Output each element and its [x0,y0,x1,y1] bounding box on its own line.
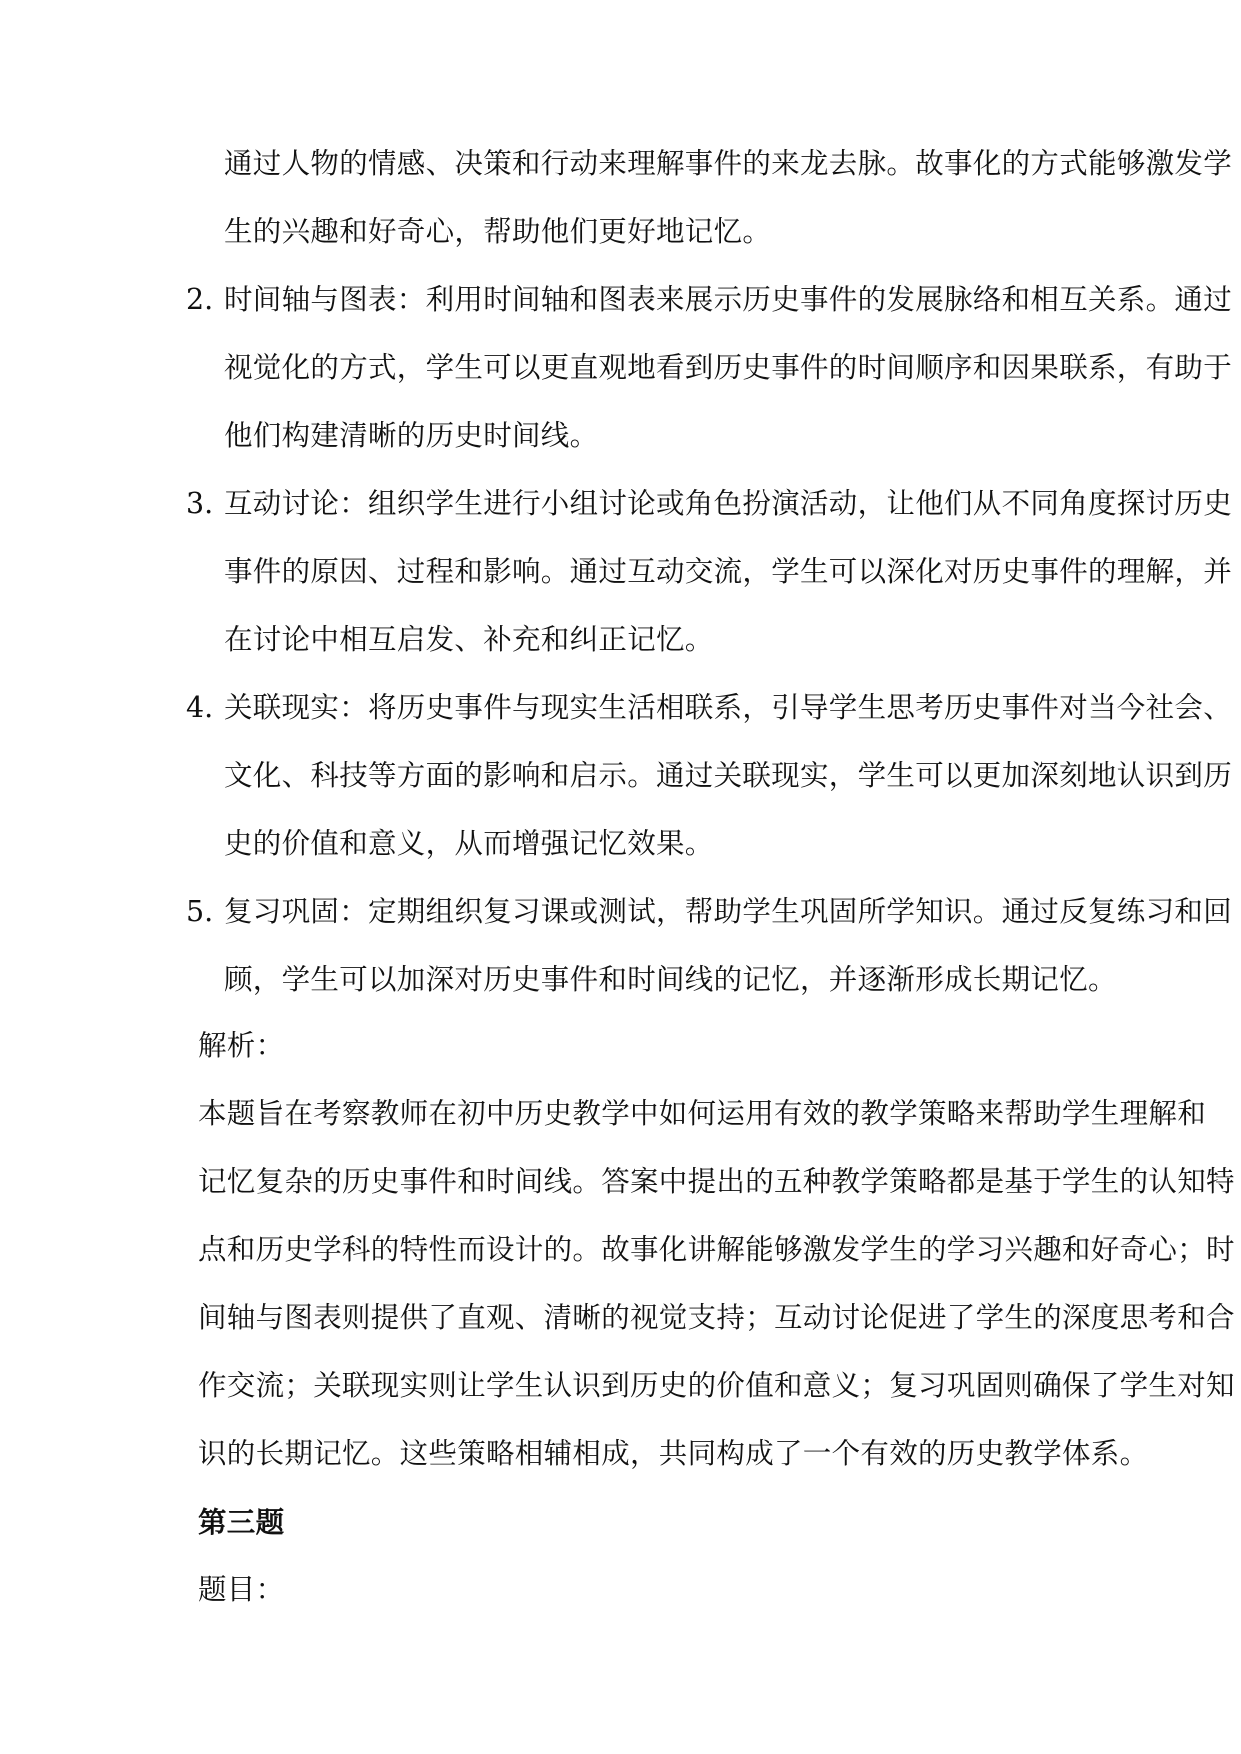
analysis-line: 记忆复杂的历史事件和时间线。答案中提出的五种教学策略都是基于学生的认知特 [198,1165,1235,1198]
list-item-number: 5. [186,895,214,928]
analysis-label: 解析： [198,1029,285,1062]
list-item-line: 互动讨论：组织学生进行小组讨论或角色扮演活动，让他们从不同角度探讨历史 [224,487,1233,520]
analysis-line: 识的长期记忆。这些策略相辅相成，共同构成了一个有效的历史教学体系。 [198,1437,1149,1470]
analysis-line: 作交流；关联现实则让学生认识到历史的价值和意义；复习巩固则确保了学生对知 [198,1369,1235,1402]
list-item-number: 2. [186,283,214,316]
analysis-line: 间轴与图表则提供了直观、清晰的视觉支持；互动讨论促进了学生的深度思考和合 [198,1301,1235,1334]
list-item-line: 视觉化的方式，学生可以更直观地看到历史事件的时间顺序和因果联系，有助于 [224,351,1233,384]
list-item-line: 在讨论中相互启发、补充和纠正记忆。 [224,623,714,656]
list-item-line: 文化、科技等方面的影响和启示。通过关联现实，学生可以更加深刻地认识到历 [224,759,1233,792]
paragraph-line: 生的兴趣和好奇心，帮助他们更好地记忆。 [224,215,772,248]
list-item-line: 他们构建清晰的历史时间线。 [224,419,599,452]
section-heading: 第三题 [198,1505,285,1539]
list-item-line: 顾，学生可以加深对历史事件和时间线的记忆，并逐渐形成长期记忆。 [224,963,1117,996]
list-item-line: 事件的原因、过程和影响。通过互动交流，学生可以深化对历史事件的理解，并 [224,555,1233,588]
list-item-line: 史的价值和意义，从而增强记忆效果。 [224,827,714,860]
list-item-line: 关联现实：将历史事件与现实生活相联系，引导学生思考历史事件对当今社会、 [224,691,1233,724]
analysis-line: 本题旨在考察教师在初中历史教学中如何运用有效的教学策略来帮助学生理解和 [198,1097,1207,1130]
paragraph-line: 通过人物的情感、决策和行动来理解事件的来龙去脉。故事化的方式能够激发学 [224,147,1233,180]
question-label: 题目： [198,1573,285,1606]
analysis-line: 点和历史学科的特性而设计的。故事化讲解能够激发学生的学习兴趣和好奇心；时 [198,1233,1235,1266]
list-item-number: 3. [186,487,214,520]
list-item-line: 复习巩固：定期组织复习课或测试，帮助学生巩固所学知识。通过反复练习和回 [224,895,1233,928]
list-item-line: 时间轴与图表：利用时间轴和图表来展示历史事件的发展脉络和相互关系。通过 [224,283,1233,316]
list-item-number: 4. [186,691,214,724]
